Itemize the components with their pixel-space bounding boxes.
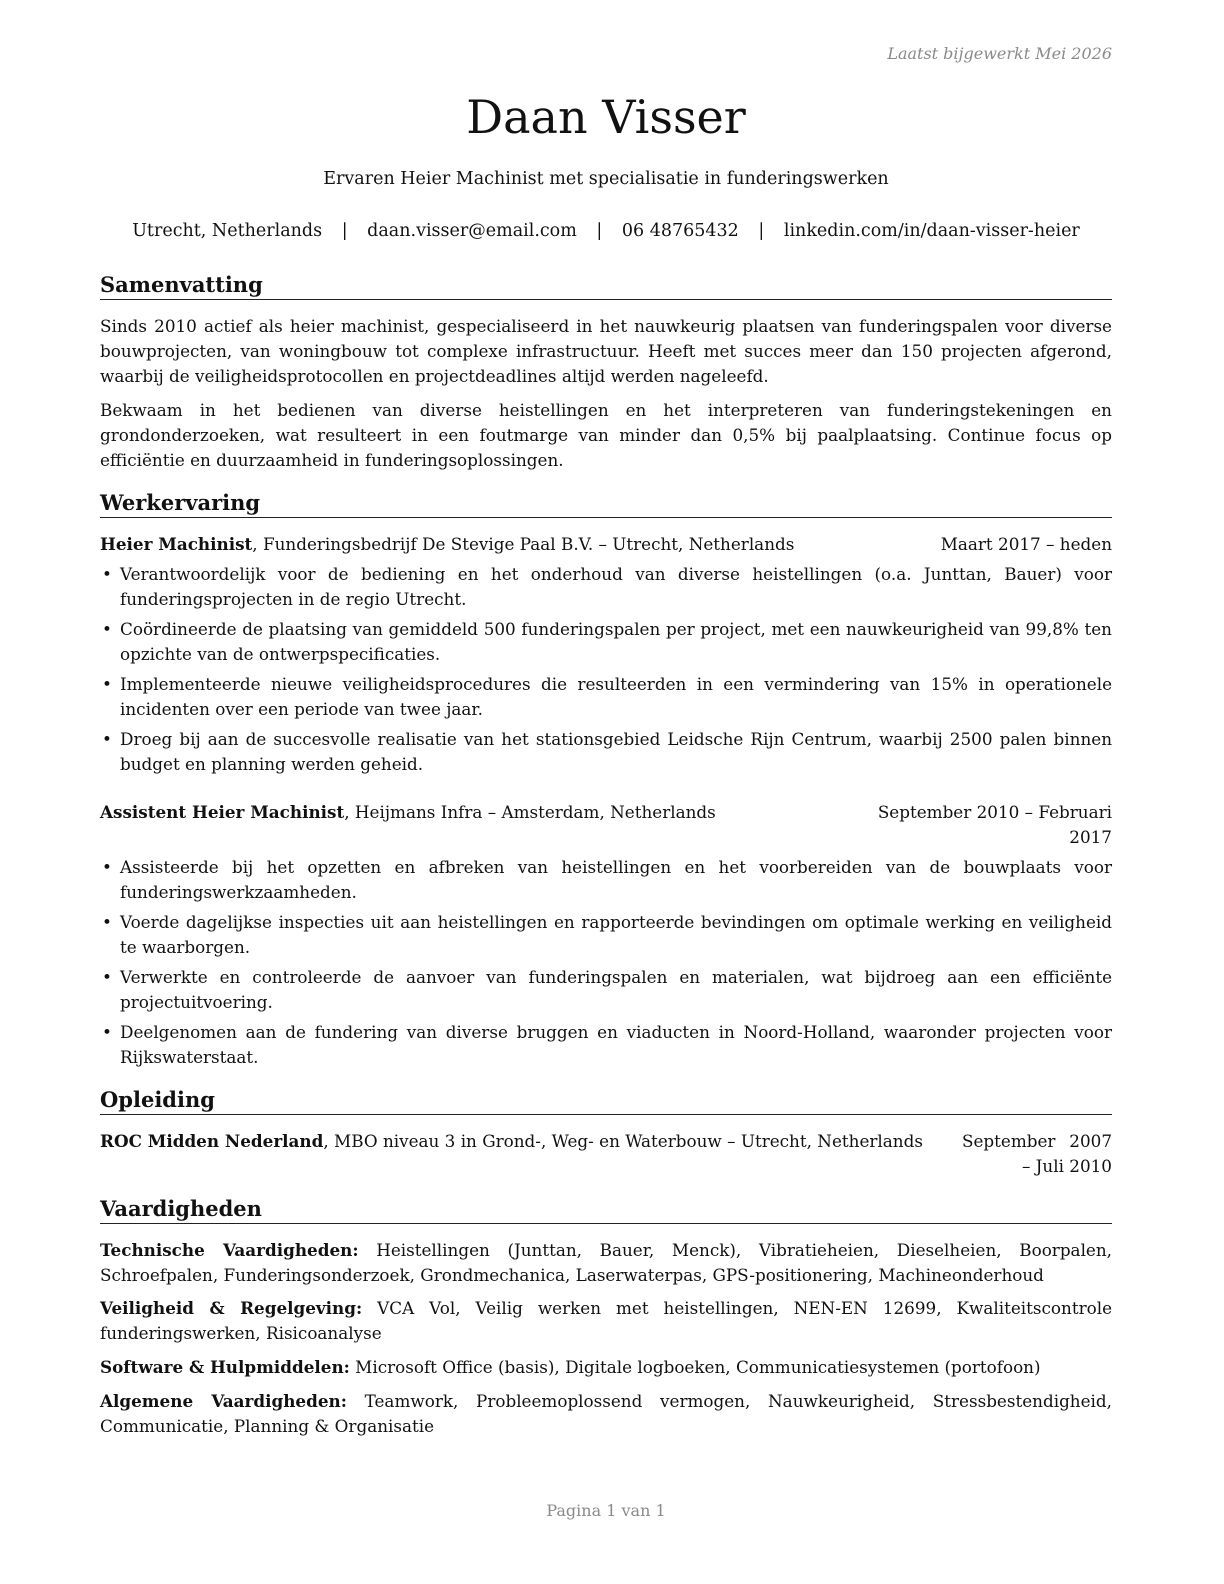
education-details: , MBO niveau 3 in Grond-, Weg- en Waterbouw – Utrecht, Netherlands [323, 1131, 923, 1151]
summary-paragraph-2: Bekwaam in het bedienen van diverse heistellingen en het interpreteren van funderingstekeningen en grondonderzoeken, wat resulteert in een foutmarge van minder dan 0,5% bij paalplaatsing. Continue focus op efficiëntie en duurzaamheid in funderingsoplossingen. [100, 400, 1112, 470]
bullet-text: Coördineerde de plaatsing van gemiddeld 500 funderingspalen per project, met een nauwkeurigheid van 99,8% ten opzichte van de ontwerpspecificaties. [120, 619, 1112, 664]
job-bullets [100, 562, 1112, 782]
section-title-education: Opleiding [100, 1086, 1112, 1115]
bullet-text: Voerde dagelijkse inspecties uit aan heistellingen en rapporteerde bevindingen om optimale werking en veiligheid te waarborgen. [120, 912, 1112, 957]
skill-label: Veiligheid & Regelgeving: [100, 1298, 363, 1318]
section-title-experience: Werkervaring [100, 489, 1112, 518]
skill-text: Microsoft Office (basis), Digitale logboeken, Communicatiesystemen (portofoon) [349, 1357, 1041, 1377]
last-updated: Laatst bijgewerkt Mei 2026 [887, 44, 1112, 63]
contact-line [100, 219, 1112, 243]
education-title-line [100, 1129, 930, 1154]
bullet-text: Verwerkte en controleerde de aanvoer van funderingspalen en materialen, wat bijdroeg aan een efficiënte projectuitvoering. [120, 967, 1112, 1012]
bullet-icon: • [102, 564, 112, 584]
job-role: Assistent Heier Machinist [100, 802, 345, 822]
skill-text: VCA Vol, Veilig werken met heistellingen, NEN-EN 12699, Kwaliteitscontrole funderingswerken, Risicoanalyse [100, 1298, 1112, 1343]
bullet-text: Verantwoordelijk voor de bediening en het onderhoud van diverse heistellingen (o.a. Junttan, Bauer) voor funderingsprojecten in de regio Utrecht. [120, 564, 1112, 609]
contact-phone[interactable]: 06 48765432 [621, 221, 739, 241]
list-item [100, 855, 1112, 905]
bullet-icon: • [102, 619, 112, 639]
section-title-skills: Vaardigheden [100, 1195, 1112, 1224]
job-role: Heier Machinist [100, 534, 253, 554]
summary-paragraph-1: Sinds 2010 actief als heier machinist, gespecialiseerd in het nauwkeurig plaatsen van funderingspalen voor diverse bouwprojecten, van woningbouw tot complexe infrastructuur. Heeft met succes meer dan 150 projecten afgerond, waarbij de veiligheidsprotocollen en projectdeadlines altijd werden nageleefd. [100, 316, 1112, 386]
page-number: Pagina 1 van 1 [546, 1501, 666, 1520]
contact-separator: | [596, 221, 603, 241]
list-item [100, 910, 1112, 960]
job-dates: Maart 2017 – heden [940, 534, 1112, 554]
job-title-line [100, 532, 794, 557]
tagline: Ervaren Heier Machinist met specialisatie in funderingswerken [323, 169, 889, 189]
job-header [100, 532, 1112, 557]
bullet-icon: • [102, 674, 112, 694]
job-dates: September 2010 – Februari 2017 [877, 802, 1112, 847]
skill-label: Technische Vaardigheden: [100, 1240, 359, 1260]
list-item [100, 965, 1112, 1015]
bullet-icon: • [102, 729, 112, 749]
skill-text: Heistellingen (Junttan, Bauer, Menck), Vibratieheien, Dieselheien, Boorpalen, Schroefpalen, Funderingsonderzoek, Grondmechanica, Laserwaterpas, GPS-positionering, Machineonderhoud [100, 1240, 1113, 1285]
contact-linkedin[interactable]: linkedin.com/in/daan-visser-heier [783, 221, 1080, 241]
candidate-name: Daan Visser [466, 90, 746, 144]
skill-group [100, 1296, 1112, 1346]
skill-label: Algemene Vaardigheden: [100, 1391, 347, 1411]
contact-separator: | [758, 221, 765, 241]
bullet-icon: • [102, 967, 112, 987]
bullet-icon: • [102, 857, 112, 877]
list-item [100, 727, 1112, 777]
job-title-line [100, 800, 716, 825]
list-item [100, 562, 1112, 612]
contact-separator: | [341, 221, 348, 241]
education-dates: September 2007 – Juli 2010 [962, 1131, 1112, 1176]
bullet-icon: • [102, 912, 112, 932]
section-title-summary: Samenvatting [100, 271, 1112, 300]
job-header [100, 800, 1112, 850]
education-school: ROC Midden Nederland [100, 1131, 324, 1151]
bullet-icon: • [102, 1022, 112, 1042]
skill-group [100, 1355, 1112, 1380]
skill-group [100, 1389, 1112, 1439]
bullet-text: Implementeerde nieuwe veiligheidsprocedures die resulteerden in een vermindering van 15% in operationele incidenten over een periode van twee jaar. [120, 674, 1112, 719]
education-entry [100, 1129, 1112, 1179]
contact-email[interactable]: daan.visser@email.com [367, 221, 577, 241]
bullet-text: Droeg bij aan de succesvolle realisatie van het stationsgebied Leidsche Rijn Centrum, waarbij 2500 palen binnen budget en planning werden geheid. [120, 729, 1112, 774]
skill-label: Software & Hulpmiddelen: [100, 1357, 350, 1377]
skill-group [100, 1238, 1112, 1288]
contact-location: Utrecht, Netherlands [132, 221, 323, 241]
job-company: , Funderingsbedrijf De Stevige Paal B.V. – Utrecht, Netherlands [252, 534, 795, 554]
list-item [100, 617, 1112, 667]
list-item [100, 1020, 1112, 1070]
job-company: , Heijmans Infra – Amsterdam, Netherlands [344, 802, 716, 822]
bullet-text: Assisteerde bij het opzetten en afbreken van heistellingen en het voorbereiden van de bouwplaats voor funderingswerkzaamheden. [120, 857, 1112, 902]
job-bullets [100, 855, 1112, 1075]
bullet-text: Deelgenomen aan de fundering van diverse bruggen en viaducten in Noord-Holland, waaronder projecten voor Rijkswaterstaat. [120, 1022, 1112, 1067]
list-item [100, 672, 1112, 722]
skill-text: Teamwork, Probleemoplossend vermogen, Nauwkeurigheid, Stressbestendigheid, Communicatie, Planning & Organisatie [100, 1391, 1112, 1436]
